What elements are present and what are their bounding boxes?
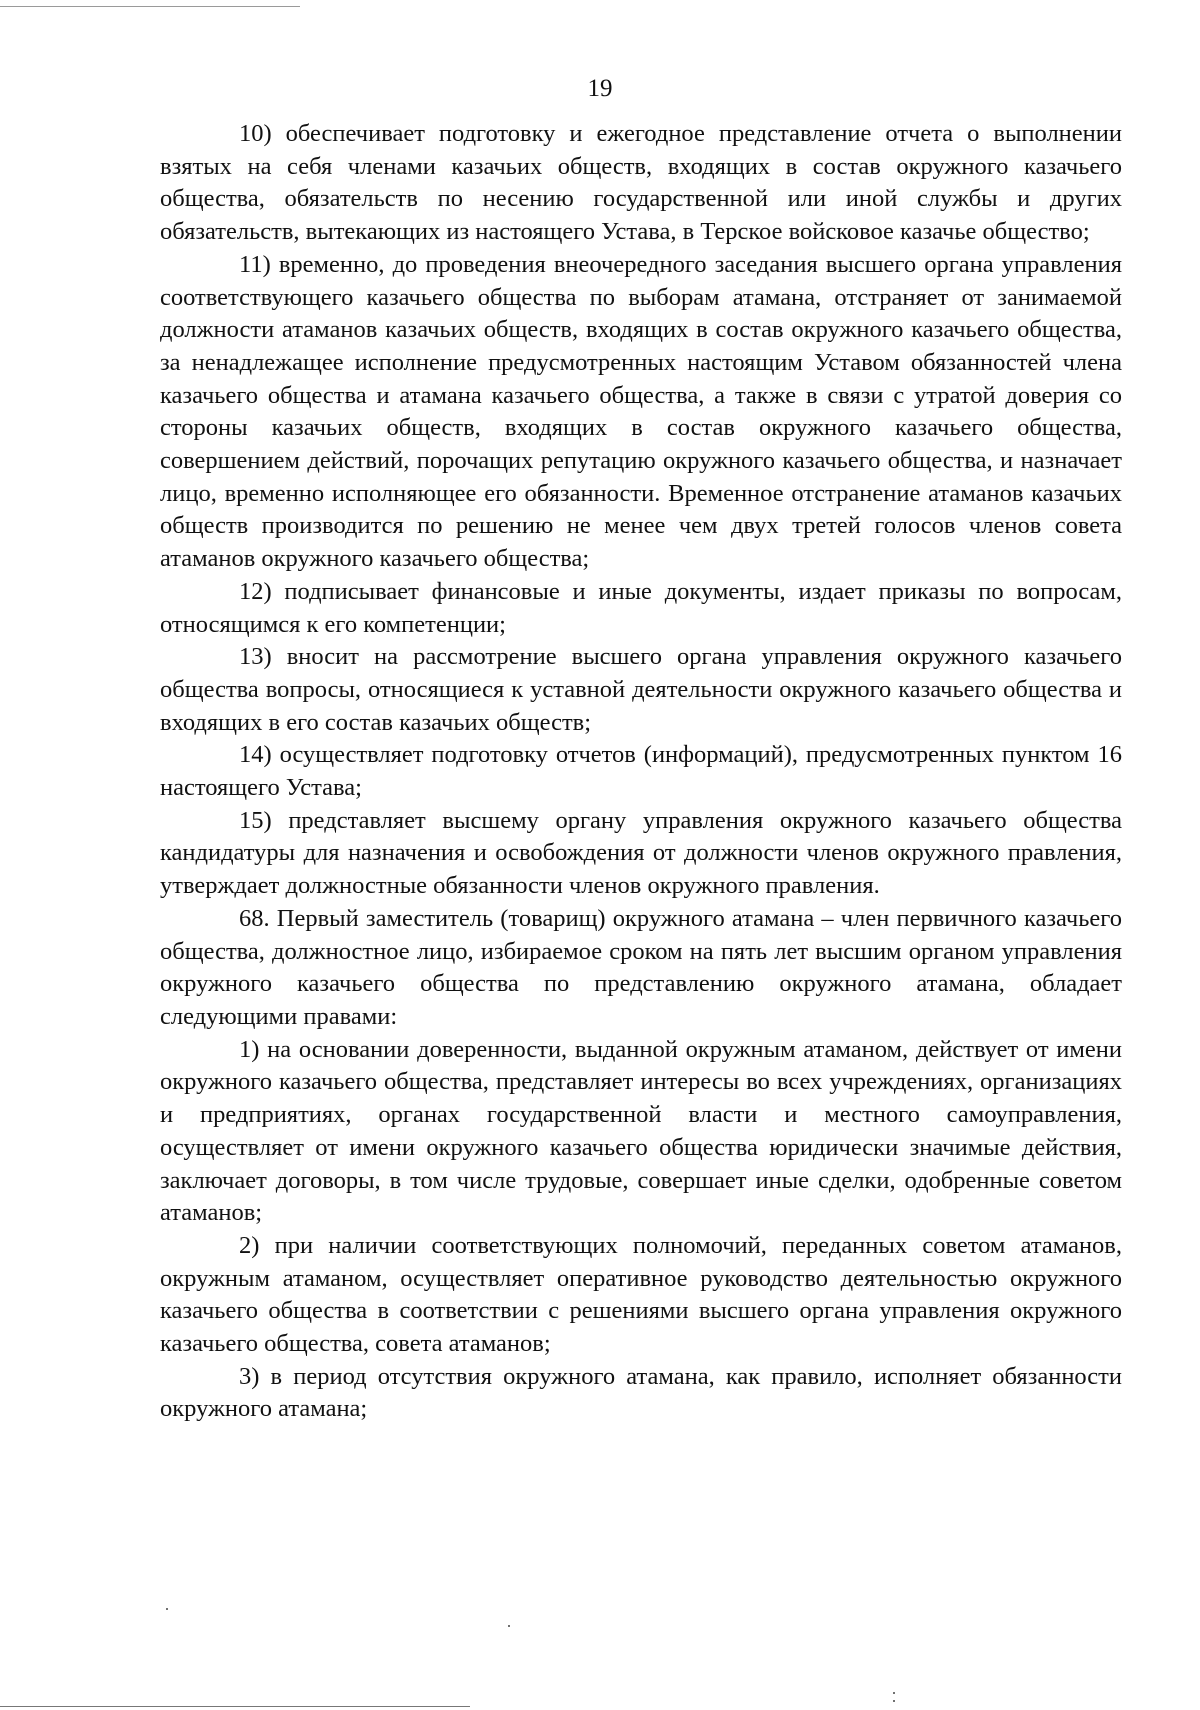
paragraph-section-68: 68. Первый заместитель (товарищ) окружного атамана – член первичного казачьего общества, должностное лицо, избираемое сроком на пять лет высшим органом управления окружного казачьего общества по представлению окружного атамана, обладает следующими правами: — [160, 904, 1122, 1030]
paragraph-item-12: 12) подписывает финансовые и иные документы, издает приказы по вопросам, относящимся к его компетенции; — [160, 577, 1122, 638]
body-text — [160, 118, 1122, 1426]
paragraph-item-13: 13) вносит на рассмотрение высшего органа управления окружного казачьего общества вопросы, относящиеся к уставной деятельности окружного казачьего общества и входящих в его состав казачьих обществ; — [160, 643, 1122, 736]
paragraph-subitem-3: 3) в период отсутствия окружного атамана, как правило, исполняет обязанности окружного атамана; — [160, 1362, 1122, 1423]
paragraph-subitem-1: 1) на основании доверенности, выданной окружным атаманом, действует от имени окружного казачьего общества, представляет интересы во всех учреждениях, организациях и предприятиях, органах государственной власти и местного самоуправления, осуществляет от имени окружного казачьего общества юридически значимые действия, заключает договоры, в том числе трудовые, совершает иные сделки, одобренные советом атаманов; — [160, 1035, 1122, 1227]
paragraph-item-10: 10) обеспечивает подготовку и ежегодное представление отчета о выполнении взятых на себя членами казачьих обществ, входящих в состав окружного казачьего общества, обязательств по несению государственной или иной службы и других обязательств, вытекающих из настоящего Устава, в Терское войсковое казачье общество; — [160, 120, 1122, 246]
scan-edge-bottom — [0, 1706, 470, 1707]
page-number: 19 — [587, 75, 613, 102]
scan-speck — [893, 1692, 895, 1694]
paragraph-item-14: 14) осуществляет подготовку отчетов (информаций), предусмотренных пунктом 16 настоящего Устава; — [160, 741, 1122, 802]
scan-edge-top — [0, 6, 300, 7]
scan-speck — [893, 1700, 895, 1702]
paragraph-item-15: 15) представляет высшему органу управления окружного казачьего общества кандидатуры для назначения и освобождения от должности членов окружного правления, утверждает должностные обязанности членов окружного правления. — [160, 806, 1122, 900]
scan-speck — [166, 1608, 168, 1610]
scan-speck — [508, 1625, 510, 1627]
paragraph-subitem-2: 2) при наличии соответствующих полномочий, переданных советом атаманов, окружным атаманом, осуществляет оперативное руководство деятельностью окружного казачьего общества в соответствии с решениями высшего органа управления окружного казачьего общества, совета атаманов; — [160, 1231, 1122, 1358]
paragraph-item-11: 11) временно, до проведения внеочередного заседания высшего органа управления соответствующего казачьего общества по выборам атамана, отстраняет от занимаемой должности атаманов казачьих обществ, входящих в состав окружного казачьего общества, за ненадлежащее исполнение предусмотренных настоящим Уставом обязанностей члена казачьего общества и атамана казачьего общества, а также в связи с утратой доверия со стороны казачьих обществ, входящих в состав окружного казачьего общества, совершением действий, порочащих репутацию окружного казачьего общества, и назначает лицо, временно исполняющее его обязанности. Временное отстранение атаманов казачьих обществ производится по решению не менее чем двух третей голосов членов совета атаманов окружного казачьего общества; — [160, 250, 1122, 573]
